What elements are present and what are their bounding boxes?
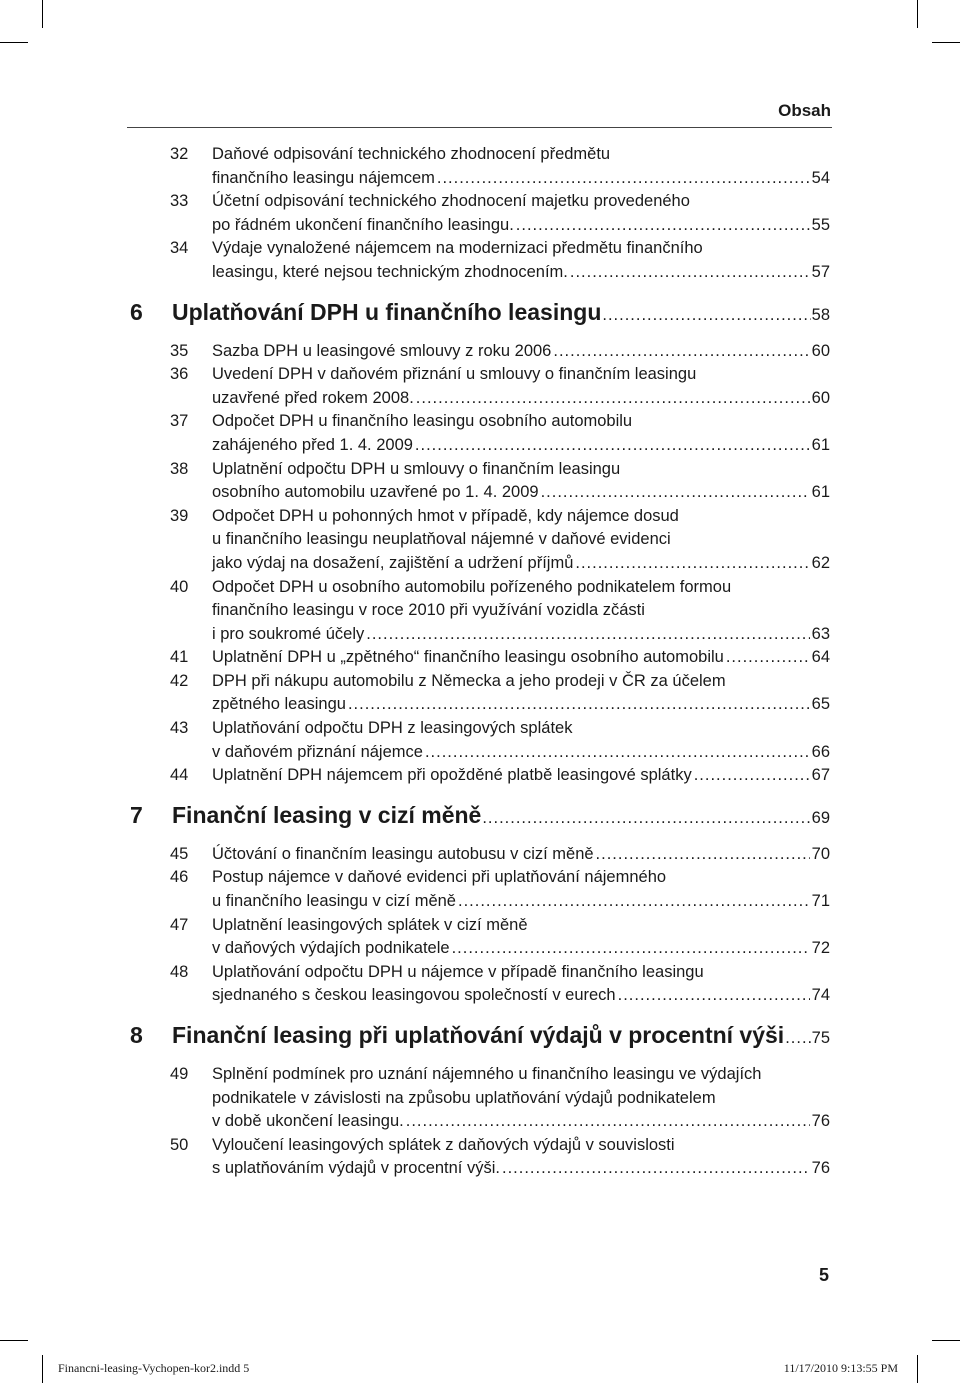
dot-leader: [570, 261, 810, 285]
page-ref: 61: [811, 435, 830, 454]
page-ref: 60: [811, 341, 830, 360]
toc-entry[interactable]: [130, 410, 830, 457]
entry-number: 42: [170, 671, 189, 690]
entry-title-line: Postup nájemce v daňové evidenci při uplatňování nájemného: [212, 868, 667, 887]
page-ref: 64: [811, 648, 830, 667]
page-ref: 72: [811, 939, 830, 958]
toc-chapter[interactable]: [130, 1022, 830, 1049]
toc-entry[interactable]: [130, 914, 830, 961]
entry-title-line: Vyloučení leasingových splátek z daňových výdajů v souvislosti: [212, 1135, 675, 1154]
entry-title-line: podnikatele v závislosti na způsobu uplatňování výdajů podnikatelem: [212, 1088, 716, 1107]
page-ref: 74: [811, 986, 830, 1005]
page-ref: 57: [811, 262, 830, 281]
crop-mark: [932, 1340, 960, 1341]
entry-title-line: Uplatnění DPH nájemcem při opožděné platbě leasingové splátky: [212, 766, 692, 785]
toc-chapter[interactable]: [130, 802, 830, 829]
entry-title-line: Uplatňování odpočtu DPH u nájemce v případě finančního leasingu: [212, 962, 704, 981]
entry-number: 48: [170, 962, 189, 981]
toc-entry[interactable]: [130, 646, 830, 670]
entry-title-line: Uplatnění odpočtu DPH u smlouvy o finančním leasingu: [212, 459, 621, 478]
entry-title-line: Účtování o finančním leasingu autobusu v cizí měně: [212, 844, 594, 863]
dot-leader: [575, 552, 809, 576]
entry-title-line: v daňovém přiznání nájemce: [212, 742, 423, 761]
entry-number: 46: [170, 868, 189, 887]
entry-number: 50: [170, 1135, 189, 1154]
entry-number: 35: [170, 341, 189, 360]
table-of-contents: [130, 143, 830, 1181]
page-ref: 60: [811, 388, 830, 407]
toc-entry[interactable]: [130, 458, 830, 505]
toc-entry[interactable]: [130, 1134, 830, 1181]
dot-leader: [458, 890, 810, 914]
crop-mark: [42, 0, 43, 28]
toc-entry[interactable]: [130, 961, 830, 1008]
dot-leader: [502, 1157, 810, 1181]
entry-number: 47: [170, 915, 189, 934]
entry-number: 37: [170, 412, 189, 431]
entry-title-line: finančního leasingu v roce 2010 při využívání vozidla zčásti: [212, 601, 645, 620]
dot-leader: [726, 646, 810, 670]
entry-title-line: Účetní odpisování technického zhodnocení majetku provedeného: [212, 192, 690, 211]
entry-title-line: Uplatnění leasingových splátek v cizí měně: [212, 915, 528, 934]
chapter-number: 8: [130, 1022, 143, 1048]
entry-title-line: Uplatnění DPH u „zpětného“ finančního leasingu osobního automobilu: [212, 648, 724, 667]
entry-title-line: Daňové odpisování technického zhodnocení předmětu: [212, 145, 611, 163]
running-head: Obsah: [778, 101, 831, 120]
chapter-number: 6: [130, 298, 143, 325]
crop-mark: [917, 0, 918, 28]
page-ref: 58: [811, 305, 830, 324]
entry-number: 34: [170, 239, 189, 258]
page-ref: 61: [811, 483, 830, 502]
chapter-title: Uplatňování DPH u finančního leasingu: [172, 298, 602, 325]
entry-title-line: po řádném ukončení finančního leasingu.: [212, 215, 514, 234]
footer-datetime: 11/17/2010 9:13:55 PM: [783, 1361, 898, 1375]
page-ref: 71: [811, 892, 830, 911]
dot-leader: [415, 434, 810, 458]
entry-title-line: Odpočet DPH u pohonných hmot v případě, kdy nájemce dosud: [212, 506, 679, 525]
toc-entry[interactable]: [130, 340, 830, 364]
entry-title-line: zpětného leasingu: [212, 695, 346, 714]
entry-number: 40: [170, 577, 189, 596]
dot-leader: [416, 387, 810, 411]
crop-mark: [42, 1355, 43, 1383]
page-ref: 76: [811, 1159, 830, 1178]
toc-entry[interactable]: [130, 1063, 830, 1134]
page-ref: 55: [811, 215, 830, 234]
dot-leader: [425, 741, 810, 765]
page-ref: 65: [811, 695, 830, 714]
dot-leader: [366, 623, 809, 647]
page-ref: 76: [811, 1112, 830, 1131]
dot-leader: [452, 937, 810, 961]
entry-title-line: osobního automobilu uzavřené po 1. 4. 2009: [212, 483, 539, 502]
entry-title-line: leasingu, které nejsou technickým zhodnocením.: [212, 262, 568, 281]
dot-leader: [541, 481, 810, 505]
entry-number: 43: [170, 719, 189, 738]
crop-mark: [0, 1340, 28, 1341]
dot-leader: [785, 1029, 810, 1048]
page-ref: 75: [811, 1029, 830, 1047]
entry-title-line: jako výdaj na dosažení, zajištění a udržení příjmů: [212, 553, 574, 572]
toc-entry[interactable]: [130, 363, 830, 410]
entry-title-line: finančního leasingu nájemcem: [212, 168, 435, 187]
dot-leader: [348, 693, 810, 717]
toc-entry[interactable]: [130, 190, 830, 237]
page-ref: 69: [811, 808, 830, 827]
page-ref: 67: [811, 766, 830, 785]
chapter-title: Finanční leasing v cizí měně: [172, 801, 482, 828]
toc-entry[interactable]: [130, 505, 830, 576]
page-ref: 62: [811, 553, 830, 572]
toc-entry[interactable]: [130, 237, 830, 284]
page-number: 5: [818, 1265, 829, 1285]
dot-leader: [406, 1110, 810, 1134]
toc-chapter[interactable]: [130, 299, 830, 326]
crop-mark: [932, 42, 960, 43]
dot-leader: [437, 167, 810, 191]
entry-title-line: u finančního leasingu v cizí měně: [212, 892, 456, 911]
entry-title-line: s uplatňováním výdajů v procentní výši.: [212, 1159, 500, 1178]
header-rule: [127, 127, 832, 128]
dot-leader: [516, 214, 810, 238]
entry-title-line: sjednaného s českou leasingovou společností v eurech: [212, 986, 616, 1005]
entry-title-line: Sazba DPH u leasingové smlouvy z roku 2006: [212, 341, 552, 360]
footer-file: Financni-leasing-Vychopen-kor2.indd 5: [58, 1361, 250, 1375]
entry-title-line: Výdaje vynaložené nájemcem na modernizaci předmětu finančního: [212, 239, 703, 258]
entry-number: 38: [170, 459, 189, 478]
entry-number: 32: [170, 145, 189, 163]
entry-title-line: i pro soukromé účely: [212, 624, 365, 643]
entry-number: 33: [170, 192, 189, 211]
entry-number: 49: [170, 1065, 189, 1083]
entry-title-line: Splnění podmínek pro uznání nájemného u finančního leasingu ve výdajích: [212, 1065, 762, 1083]
entry-title-line: u finančního leasingu neuplatňoval nájemné v daňové evidenci: [212, 530, 671, 549]
dot-leader: [482, 809, 810, 828]
toc-entry[interactable]: [130, 764, 830, 788]
entry-title-line: DPH při nákupu automobilu z Německa a jeho prodeji v ČR za účelem: [212, 671, 726, 690]
entry-number: 41: [170, 648, 189, 667]
crop-mark: [917, 1355, 918, 1383]
entry-number: 45: [170, 844, 189, 863]
entry-number: 39: [170, 506, 189, 525]
dot-leader: [602, 306, 810, 325]
dot-leader: [694, 764, 810, 788]
page-ref: 70: [811, 844, 830, 863]
entry-title-line: v době ukončení leasingu.: [212, 1112, 404, 1131]
toc-entry[interactable]: [130, 866, 830, 913]
dot-leader: [553, 340, 809, 364]
toc-entry[interactable]: [130, 576, 830, 647]
chapter-number: 7: [130, 801, 143, 828]
chapter-title: Finanční leasing při uplatňování výdajů v procentní výši: [172, 1022, 785, 1048]
entry-number: 36: [170, 365, 189, 384]
toc-entry[interactable]: [130, 143, 830, 190]
toc-entry[interactable]: [130, 670, 830, 717]
entry-title-line: v daňových výdajích podnikatele: [212, 939, 450, 958]
entry-title-line: zahájeného před 1. 4. 2009: [212, 435, 413, 454]
entry-number: 44: [170, 766, 189, 785]
toc-entry[interactable]: [130, 717, 830, 764]
dot-leader: [596, 843, 810, 867]
page-ref: 66: [811, 742, 830, 761]
entry-title-line: Odpočet DPH u osobního automobilu pořízeného podnikatelem formou: [212, 577, 732, 596]
dot-leader: [618, 984, 810, 1008]
page-ref: 54: [811, 168, 830, 187]
entry-title-line: uzavřené před rokem 2008.: [212, 388, 414, 407]
page-ref: 63: [811, 624, 830, 643]
toc-entry[interactable]: [130, 843, 830, 867]
entry-title-line: Uplatňování odpočtu DPH z leasingových splátek: [212, 719, 573, 738]
entry-title-line: Odpočet DPH u finančního leasingu osobního automobilu: [212, 412, 633, 431]
entry-title-line: Uvedení DPH v daňovém přiznání u smlouvy o finančním leasingu: [212, 365, 697, 384]
crop-mark: [0, 42, 28, 43]
